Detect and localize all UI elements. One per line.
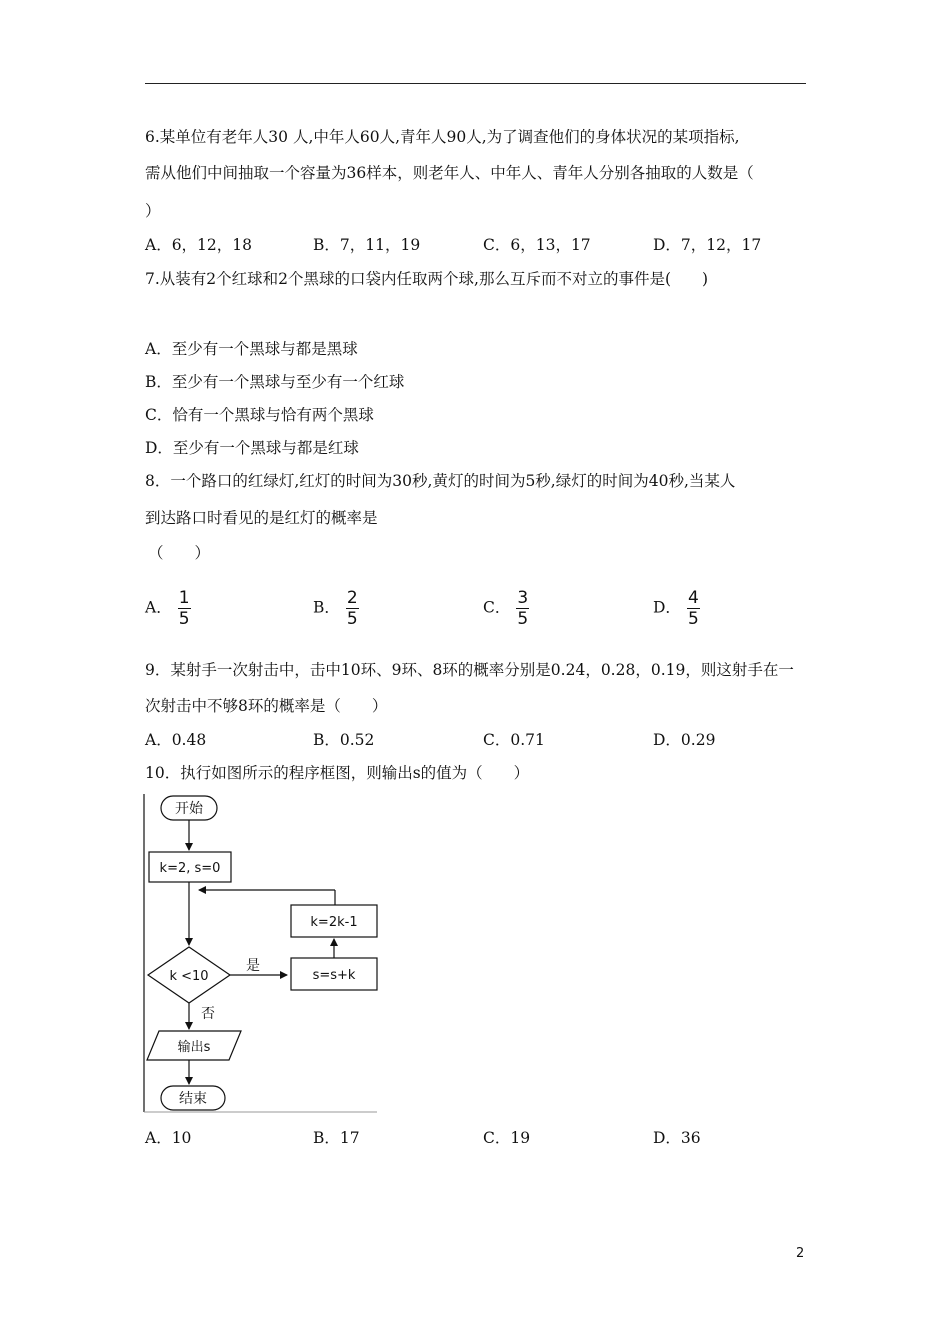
q9-option-d: D．0.29 [653, 731, 716, 749]
q10-stem: 10．执行如图所示的程序框图，则输出s的值为（ ） [145, 764, 530, 782]
fraction [346, 589, 359, 628]
q6-option-b: B．7，11，19 [313, 236, 421, 254]
fraction [687, 589, 700, 628]
q8-option-c [483, 589, 529, 628]
q8-stem-line1: 8．一个路口的红绿灯,红灯的时间为30秒,黄灯的时间为5秒,绿灯的时间为40秒,当某人 [145, 472, 736, 490]
flow-yes-label: 是 [246, 958, 260, 974]
q10-option-a: A．10 [145, 1129, 192, 1147]
fraction [178, 589, 191, 628]
q10-option-b: B．17 [313, 1129, 360, 1147]
q10-option-d: D．36 [653, 1129, 701, 1147]
q7-option-d: D．至少有一个黑球与都是红球 [145, 439, 359, 457]
fraction-denominator: 5 [346, 609, 358, 629]
page-number: 2 [796, 1246, 805, 1261]
fraction-denominator: 5 [178, 609, 190, 629]
fraction-numerator: 3 [517, 588, 529, 608]
fraction-numerator: 4 [687, 588, 699, 608]
q8-option-b [313, 589, 359, 628]
option-letter: D． [653, 598, 681, 617]
option-letter: C． [483, 598, 511, 617]
q9-stem-line2: 次射击中不够8环的概率是（ ） [145, 697, 388, 715]
fraction-denominator: 5 [517, 609, 529, 629]
q9-stem-line1: 9．某射手一次射击中，击中10环、9环、8环的概率分别是0.24，0.28，0.19，则这射手在一 [145, 661, 794, 679]
q6-stem-line2: 需从他们中间抽取一个容量为36样本，则老年人、中年人、青年人分别各抽取的人数是（ [145, 164, 754, 182]
flow-output-label: 输出s [177, 1040, 211, 1055]
flow-init-label: k=2, s=0 [159, 861, 221, 876]
program-flowchart [143, 790, 379, 1114]
fraction [516, 589, 529, 628]
q7-option-b: B．至少有一个黑球与至少有一个红球 [145, 373, 405, 391]
q8-stem-line2: 到达路口时看见的是红灯的概率是 [145, 509, 378, 527]
q7-option-c: C．恰有一个黑球与恰有两个黑球 [145, 406, 374, 424]
q6-stem-line1: 6.某单位有老年人30 人,中年人60人,青年人90人,为了调查他们的身体状况的某项指标, [145, 128, 740, 146]
q9-option-a: A．0.48 [145, 731, 207, 749]
q6-stem-line3: ） [145, 202, 161, 220]
q6-option-a: A．6，12，18 [145, 236, 253, 254]
flow-no-label: 否 [201, 1006, 215, 1022]
flow-decision-label: k <10 [169, 969, 209, 984]
q10-option-c: C．19 [483, 1129, 531, 1147]
fraction-numerator: 1 [178, 588, 190, 608]
q9-option-b: B．0.52 [313, 731, 375, 749]
q7-option-a: A．至少有一个黑球与都是黑球 [145, 340, 358, 358]
q6-option-d: D．7，12，17 [653, 236, 762, 254]
q9-option-c: C．0.71 [483, 731, 545, 749]
flow-end-label: 结束 [179, 1091, 207, 1107]
option-letter: B． [313, 598, 340, 617]
flow-start-label: 开始 [175, 801, 203, 817]
q8-stem-line3: （ ） [148, 544, 211, 562]
flow-update-s-label: s=s+k [312, 968, 356, 983]
option-letter: A． [145, 598, 172, 617]
header-rule [145, 83, 806, 84]
fraction-numerator: 2 [346, 588, 358, 608]
fraction-denominator: 5 [687, 609, 699, 629]
q8-option-a [145, 589, 191, 628]
q6-option-c: C．6，13，17 [483, 236, 591, 254]
q7-stem: 7.从装有2个红球和2个黑球的口袋内任取两个球,那么互斥而不对立的事件是( ) [145, 270, 709, 288]
q8-option-d [653, 589, 700, 628]
flow-update-k-label: k=2k-1 [310, 915, 358, 930]
